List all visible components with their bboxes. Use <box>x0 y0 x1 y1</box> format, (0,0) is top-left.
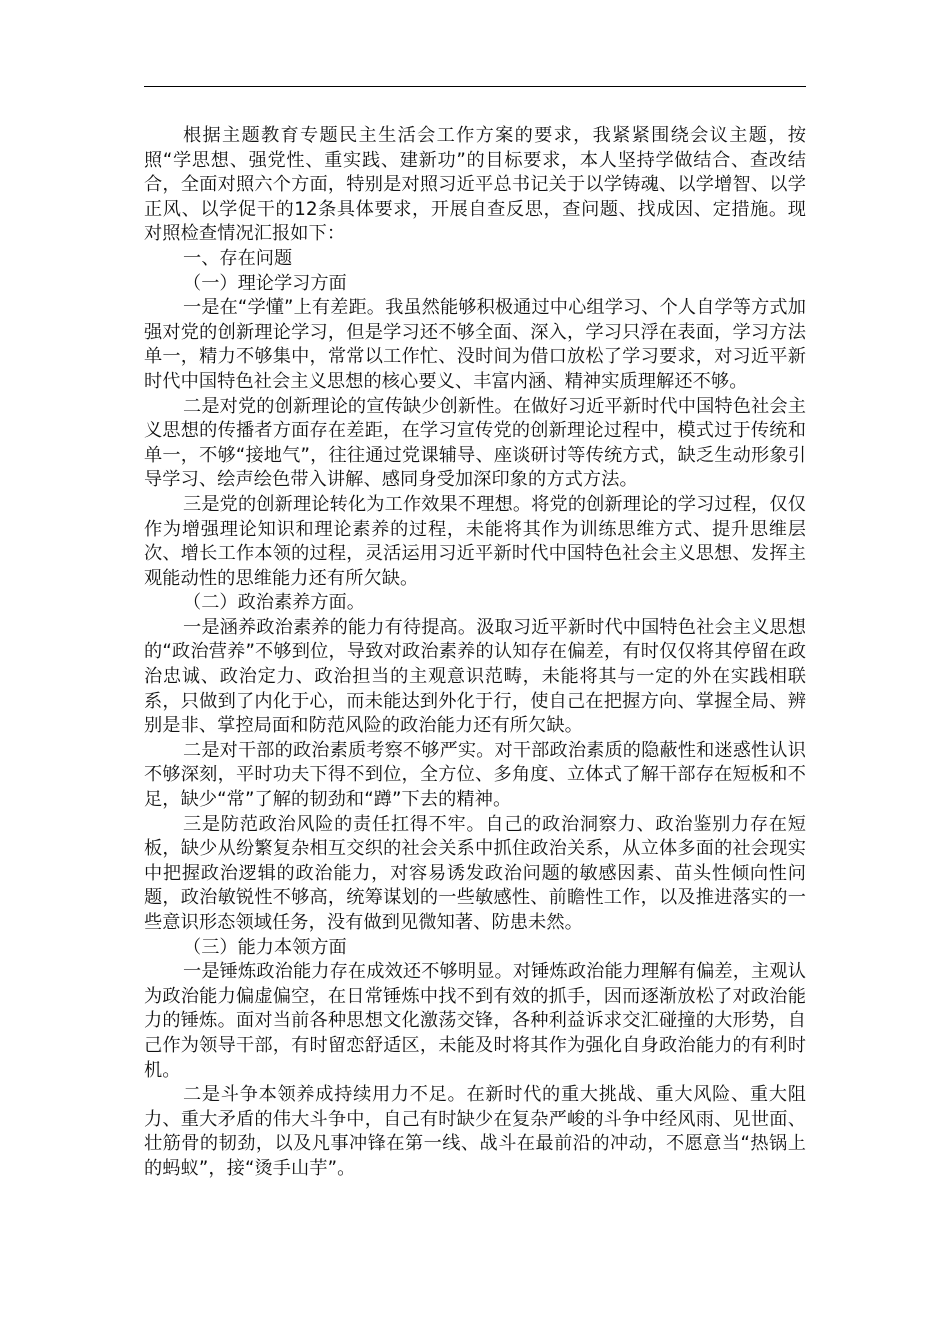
body-paragraph: 二是斗争本领养成持续用力不足。在新时代的重大挑战、重大风险、重大阻力、重大矛盾的伟大斗争中，自己有时缺少在复杂严峻的斗争中经风雨、见世面、壮筋骨的韧劲，以及凡事冲锋在第一线、战斗在最前沿的冲动，不愿意当“热锅上的蚂蚁”，接“烫手山芋”。 <box>144 1084 806 1179</box>
body-paragraph: 二是对党的创新理论的宣传缺少创新性。在做好习近平新时代中国特色社会主义思想的传播者方面存在差距，在学习宣传党的创新理论过程中，模式过于传统和单一，不够“接地气”，往往通过党课辅导、座谈研讨等传统方式，缺乏生动形象引导学习、绘声绘色带入讲解、感同身受加深印象的方式方法。 <box>144 395 806 491</box>
body-paragraph: 一是涵养政治素养的能力有待提高。汲取习近平新时代中国特色社会主义思想的“政治营养”不够到位，导致对政治素养的认知存在偏差，有时仅仅将其停留在政治忠诚、政治定力、政治担当的主观意识范畴，未能将其与一定的外在实践相联系，只做到了内化于心，而未能达到外化于行，使自己在把握方向、掌握全局、辨别是非、掌控局面和防范风险的政治能力还有所欠缺。 <box>144 616 806 737</box>
document-body <box>144 124 806 1182</box>
body-paragraph: 三是党的创新理论转化为工作效果不理想。将党的创新理论的学习过程，仅仅作为增强理论知识和理论素养的过程，未能将其作为训练思维方式、提升思维层次、增长工作本领的过程，灵活运用习近平新时代中国特色社会主义思想、发挥主观能动性的思维能力还有所欠缺。 <box>144 493 806 589</box>
body-paragraph: 一是在“学懂”上有差距。我虽然能够积极通过中心组学习、个人自学等方式加强对党的创新理论学习，但是学习还不够全面、深入，学习只浮在表面，学习方法单一，精力不够集中，常常以工作忙、没时间为借口放松了学习要求，对习近平新时代中国特色社会主义思想的核心要义、丰富内涵、精神实质理解还不够。 <box>144 297 806 392</box>
intro-paragraph: 根据主题教育专题民主生活会工作方案的要求，我紧紧围绕会议主题，按照“学思想、强党性、重实践、建新功”的目标要求，本人坚持学做结合、查改结合，全面对照六个方面，特别是对照习近平总书记关于以学铸魂、以学增智、以学正风、以学促干的12条具体要求，开展自查反思，查问题、找成因、定措施。现对照检查情况汇报如下： <box>144 125 806 245</box>
body-paragraph: 一是锤炼政治能力存在成效还不够明显。对锤炼政治能力理解有偏差，主观认为政治能力偏虚偏空，在日常锤炼中找不到有效的抓手，因而逐渐放松了对政治能力的锤炼。面对当前各种思想文化激荡交锋，各种利益诉求交汇碰撞的大形势，自己作为领导干部，有时留恋舒适区，未能及时将其作为强化自身政治能力的有利时机。 <box>144 961 806 1081</box>
body-paragraph: 二是对干部的政治素质考察不够严实。对干部政治素质的隐蔽性和迷惑性认识不够深刻，平时功夫下得不到位，全方位、多角度、立体式了解干部存在短板和不足，缺少“常”了解的韧劲和“蹲”下去的精神。 <box>144 739 806 811</box>
subsection-heading: （三）能力本领方面 <box>183 936 347 958</box>
body-paragraph: 三是防范政治风险的责任扛得不牢。自己的政治洞察力、政治鉴别力存在短板，缺少从纷繁复杂相互交织的社会关系中抓住政治关系，从立体多面的社会现实中把握政治逻辑的政治能力，对容易诱发政治问题的敏感因素、苗头性倾向性问题，政治敏锐性不够高，统筹谋划的一些敏感性、前瞻性工作，以及推进落实的一些意识形态领域任务，没有做到见微知著、防患未然。 <box>144 813 806 933</box>
section-heading: 一、存在问题 <box>183 247 293 269</box>
header-rule <box>144 86 806 87</box>
subsection-heading: （一）理论学习方面 <box>183 272 347 294</box>
subsection-heading: （二）政治素养方面。 <box>183 592 365 614</box>
